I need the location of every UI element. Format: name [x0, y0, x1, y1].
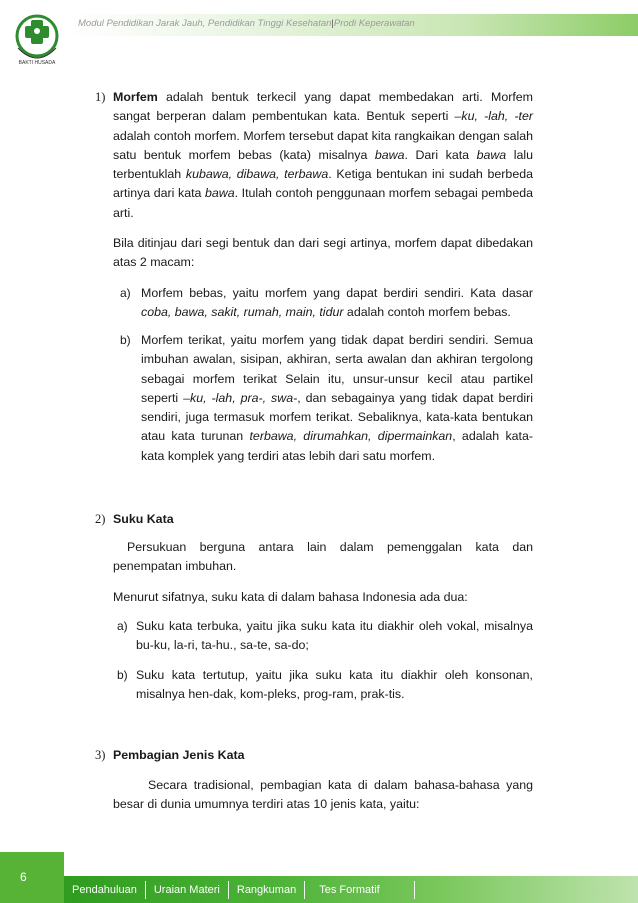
ministry-logo	[14, 12, 60, 70]
nav-divider	[304, 881, 305, 899]
header-program-title: Prodi Keperawatan	[333, 18, 415, 29]
nav-uraian-materi[interactable]: Uraian Materi	[153, 883, 220, 896]
header-module-title: Modul Pendidikan Jarak Jauh, Pendidikan Tinggi Kesehatan	[78, 18, 332, 29]
header-title	[78, 18, 415, 29]
item-2-paragraph-2: Menurut sifatnya, suku kata di dalam bahasa Indonesia ada dua:	[113, 590, 468, 604]
item-1-term: Morfem	[113, 90, 158, 104]
item-1-sub-b-label: b)	[120, 333, 131, 347]
item-1-number: 1)	[95, 90, 106, 104]
nav-tes-formatif[interactable]: Tes Formatif	[319, 883, 380, 896]
item-3-heading: Pembagian Jenis Kata	[113, 748, 245, 762]
page-number-tab	[0, 852, 64, 903]
item-2-sub-a-text: Suku kata terbuka, yaitu jika suku kata itu diakhir oleh vokal, misalnya bu-ku, la-ri, ta-hu., sa-te, sa-do;	[136, 619, 533, 653]
page-number: 6	[20, 870, 27, 884]
nav-pendahuluan[interactable]: Pendahuluan	[72, 883, 137, 896]
item-1-sub-a-label: a)	[120, 286, 131, 300]
nav-rangkuman[interactable]: Rangkuman	[236, 883, 297, 896]
nav-divider	[145, 881, 146, 899]
item-2-sub-b-text: Suku kata tertutup, yaitu jika suku kata itu diakhir oleh konsonan, misalnya hen-dak, kom-pleks, prog-ram, prak-tis.	[136, 668, 533, 702]
item-2-sub-b-label: b)	[117, 668, 128, 682]
item-1-paragraph-2: Bila ditinjau dari segi bentuk dan dari segi artinya, morfem dapat dibedakan atas 2 macam:	[113, 236, 533, 270]
item-2-paragraph-1: Persukuan berguna antara lain dalam pemenggalan kata dan penempatan imbuhan.	[113, 540, 533, 574]
item-2-number: 2)	[95, 512, 106, 526]
item-3-paragraph-1: Secara tradisional, pembagian kata di dalam bahasa-bahasa yang besar di dunia umumnya terdiri atas 10 jenis kata, yaitu:	[113, 778, 533, 812]
logo-text: BAKTI HUSADA	[18, 60, 56, 66]
item-1-sub-b-text: Morfem terikat, yaitu morfem yang tidak dapat berdiri sendiri. Semua imbuhan awalan, sisipan, akhiran, serta awalan dan akhiran tergolong sebagai morfem terikat Selain itu, unsur-unsur kecil atau partikel seperti –ku, -lah, pra-, swa-, dan sebagainya yang tidak dapat berdiri sendiri, juga termasuk morfem terikat. Sebaliknya, kata-kata bentukan atau kata turunan terbawa, dirumahkan, dipermainkan, adalah kata-kata komplek yang terdiri atas lebih dari satu morfem.	[141, 333, 533, 463]
nav-divider	[414, 881, 415, 899]
header-separator: |	[331, 18, 334, 29]
item-3-number: 3)	[95, 748, 106, 762]
item-2-sub-a-label: a)	[117, 619, 128, 633]
nav-divider	[228, 881, 229, 899]
item-1-paragraph-1: Morfem adalah bentuk terkecil yang dapat membedakan arti. Morfem sangat berperan dalam pembentukan kata. Bentuk seperti –ku, -lah, -ter adalah contoh morfem. Morfem tersebut dapat kita rangkaikan dengan salah satu bentuk morfem bebas (kata) misalnya bawa. Dari kata bawa lalu terbentuklah kubawa, dibawa, terbawa. Ketiga bentukan ini sudah berbeda artinya dari kata bawa. Itulah contoh penggunaan morfem sebagai pembeda arti.	[113, 90, 533, 220]
item-2-heading: Suku Kata	[113, 512, 174, 526]
footer-nav	[64, 876, 415, 903]
item-1-sub-a-text: Morfem bebas, yaitu morfem yang dapat berdiri sendiri. Kata dasar coba, bawa, sakit, rumah, main, tidur adalah contoh morfem bebas.	[141, 286, 533, 320]
